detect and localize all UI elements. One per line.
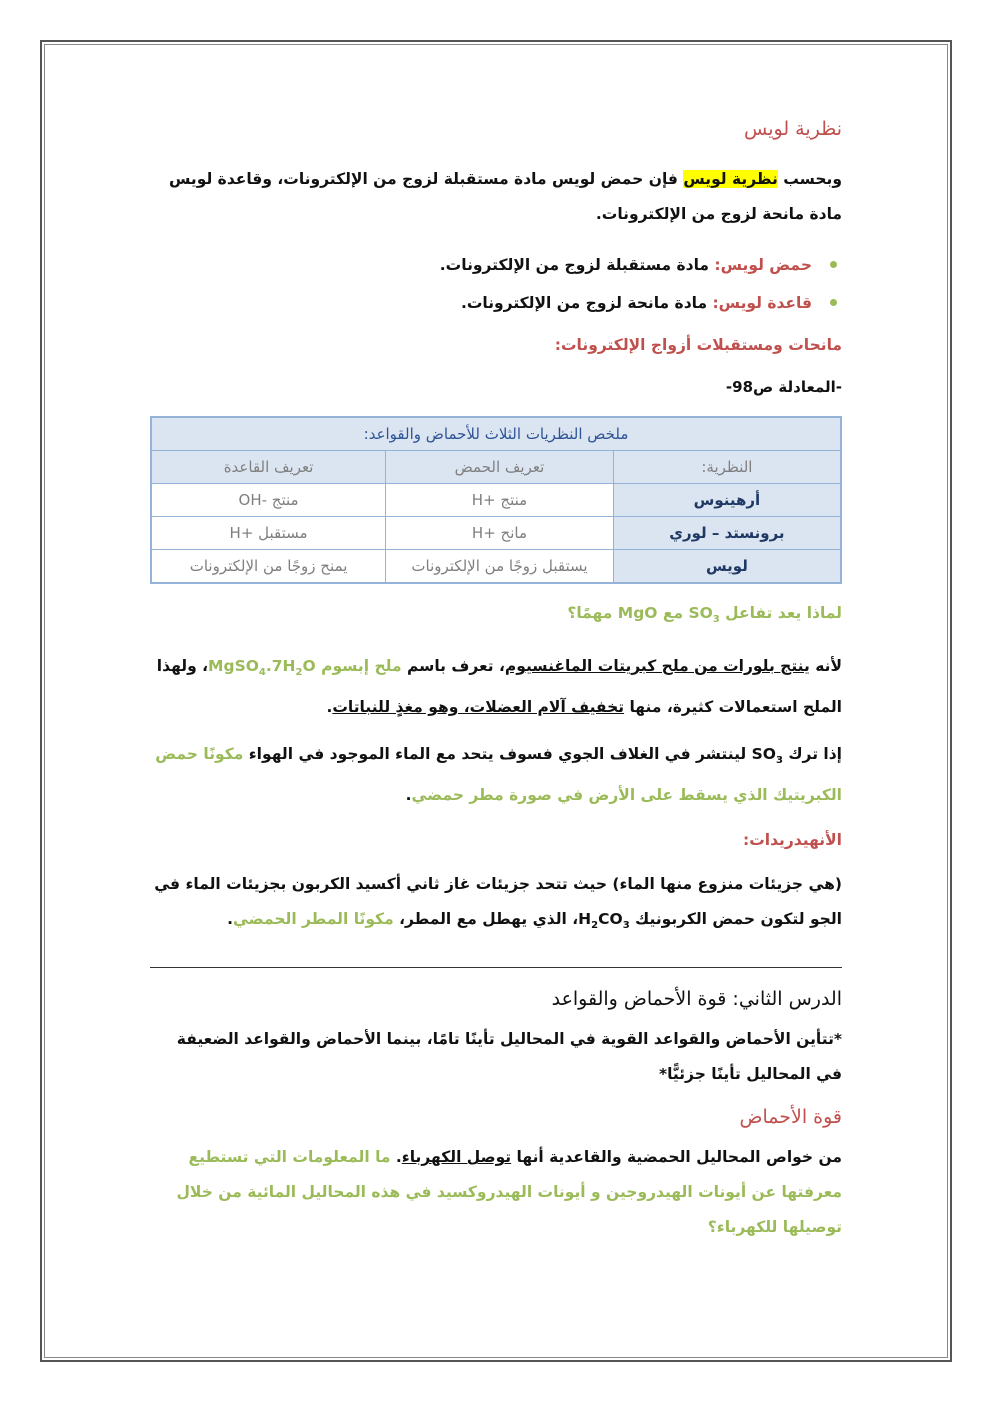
document-body (150, 118, 842, 1245)
list-item: قاعدة لويس: مادة مانحة لزوج من الإلكترونات. (150, 284, 842, 322)
anhydrides-heading: الأنهيدريدات: (743, 831, 842, 850)
header-base: تعريف القاعدة (151, 451, 386, 484)
table-row: برونستد – لوري مانح +H مستقبل +H (151, 517, 841, 550)
header-theory: النظرية: (613, 451, 841, 484)
lewis-heading: نظرية لويس (744, 118, 842, 140)
table-header-row (151, 451, 841, 484)
list-item: حمض لويس: مادة مستقبلة لزوج من الإلكترونات. (150, 246, 842, 284)
conductivity-paragraph: من خواص المحاليل الحمضية والقاعدية أنها توصل الكهرباء. ما المعلومات التي تستطيع معرفتها عن أيونات الهيدروجين و أيونات الهيدروكسيد في هذه المحاليل المائية من خلال توصيلها للكهرباء؟ (176, 1148, 842, 1237)
acid-strength-heading: قوة الأحماض (739, 1106, 842, 1129)
section-divider (150, 967, 842, 968)
theories-summary-table (150, 416, 842, 584)
donors-acceptors-heading: مانحات ومستقبلات أزواج الإلكترونات: (554, 336, 842, 354)
ionization-note: *تتأين الأحماض والقواعد القوية في المحاليل تأينًا تامًا، بينما الأحماض والقواعد الضعيفة في المحاليل تأينًا جزئيًّا* (176, 1030, 842, 1084)
lesson-two-heading: الدرس الثاني: قوة الأحماض والقواعد (551, 988, 842, 1011)
anhydrides-paragraph: (هي جزيئات منزوع منها الماء) حيث تتحد جزيئات غاز ثاني أكسيد الكربون بجزيئات الماء في الجو لتكون حمض الكربونيك $H_2CO_3،$ الذي يهطل مع المطر، مكونًا المطر الحمضي. (154, 875, 842, 932)
equation-reference: -المعادلة ص98- (725, 378, 842, 396)
table-row: أرهينوس منتج +H منتج -OH (151, 484, 841, 517)
mgo-answer: لأنه ينتج بلورات من ملح كبريتات الماغنسيوم، تعرف باسم ملح إبسوم $MgSO_4.7H_2O،$ ولهذا الملح استعمالات كثيرة، منها تخفيف آلام العضلات، وهو مغذٍ للنباتات. (156, 657, 842, 717)
mgo-question: لماذا يعد تفاعل $SO_3$ مع MgO مهمًا؟ (567, 604, 842, 626)
table-row: لويس يستقبل زوجًا من الإلكترونات يمنح زوجًا من الإلكترونات (151, 550, 841, 584)
so3-release-paragraph: إذا ترك $SO_3$ لينتشر في الغلاف الجوي فسوف يتحد مع الماء الموجود في الهواء مكونًا حمض الكبريتيك الذي يسقط على الأرض في صورة مطر حمضي. (155, 745, 842, 805)
table-caption: ملخص النظريات الثلاث للأحماض والقواعد: (151, 417, 841, 451)
header-acid: تعريف الحمض (386, 451, 614, 484)
lewis-intro: وبحسب نظرية لويس فإن حمض لويس مادة مستقبلة لزوج من الإلكترونات، وقاعدة لويس مادة مانحة لزوج من الإلكترونات. (169, 170, 842, 223)
lewis-definitions-list (150, 246, 842, 322)
highlighted-term: نظرية لويس (683, 170, 778, 188)
